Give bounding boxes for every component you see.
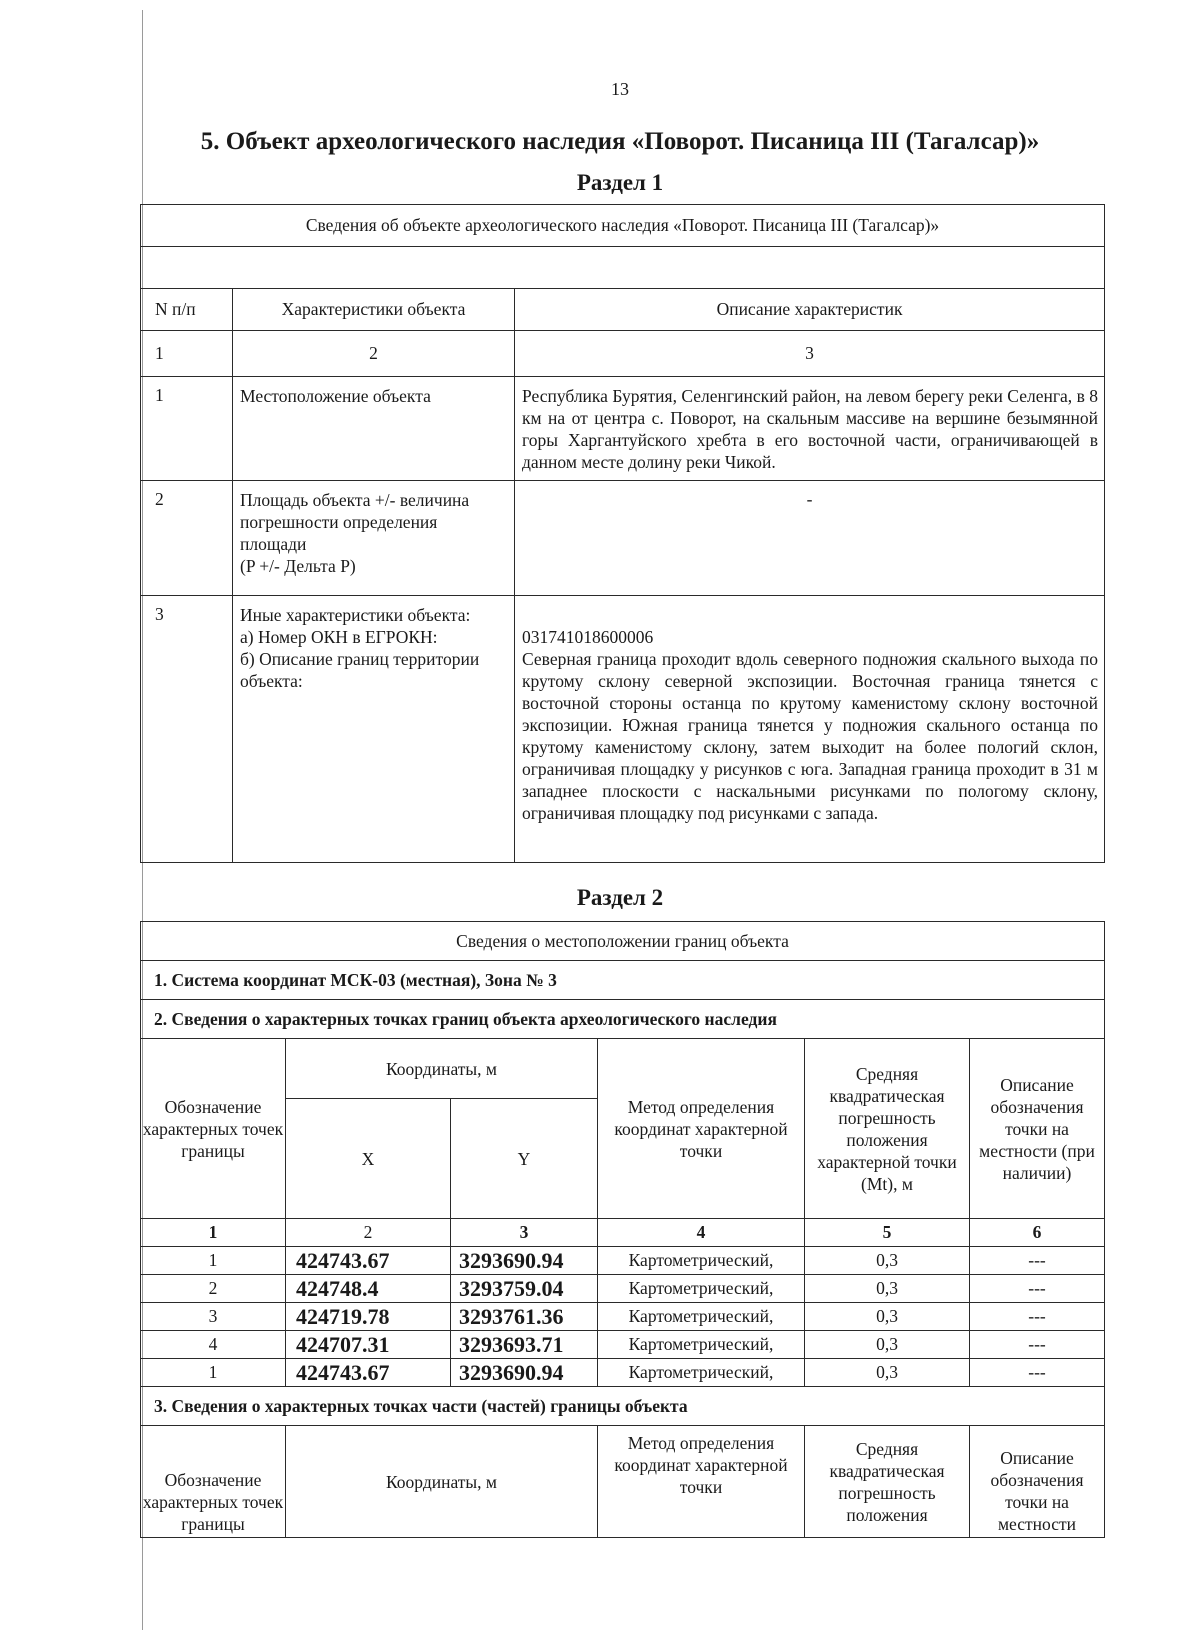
blank-row bbox=[141, 247, 1105, 289]
characteristic-line: б) Описание границ территории bbox=[240, 649, 480, 669]
parts-header-accuracy: Средняя квадратическая погрешность положения bbox=[805, 1426, 970, 1538]
header-accuracy: Средняя квадратическая погрешность положения характерной точки (Mt), м bbox=[805, 1039, 970, 1219]
column-number: 2 bbox=[286, 1219, 451, 1247]
column-number: 2 bbox=[233, 331, 515, 377]
header-method: Метод определения координат характерной точки bbox=[598, 1039, 805, 1219]
point-accuracy: 0,3 bbox=[805, 1275, 970, 1303]
column-number: 5 bbox=[805, 1219, 970, 1247]
characteristic-line: погрешности определения bbox=[240, 512, 438, 532]
point-id: 1 bbox=[141, 1359, 286, 1387]
table-row bbox=[141, 1359, 1105, 1387]
boundary-points-table bbox=[140, 921, 1105, 1538]
header-x: X bbox=[286, 1099, 451, 1219]
section-1-heading: Раздел 1 bbox=[576, 170, 664, 195]
point-description: --- bbox=[970, 1247, 1105, 1275]
point-x: 424707.31 bbox=[286, 1331, 451, 1359]
parts-header-method: Метод определения координат характерной точки bbox=[598, 1426, 805, 1538]
table-row bbox=[141, 596, 1105, 863]
point-method: Картометрический, bbox=[598, 1331, 805, 1359]
document-title: 5. Объект археологического наследия «Поворот. Писаница III (Тагалсар)» bbox=[200, 128, 1040, 155]
point-x: 424719.78 bbox=[286, 1303, 451, 1331]
point-y: 3293690.94 bbox=[451, 1359, 598, 1387]
characteristic-area bbox=[233, 481, 515, 596]
table-row bbox=[141, 481, 1105, 596]
point-x: 424743.67 bbox=[286, 1359, 451, 1387]
column-number: 3 bbox=[451, 1219, 598, 1247]
row-number: 2 bbox=[141, 481, 233, 596]
point-x: 424748.4 bbox=[286, 1275, 451, 1303]
column-header-description: Описание характеристик bbox=[515, 289, 1105, 331]
column-number: 3 bbox=[515, 331, 1105, 377]
characteristic-line: (P +/- Дельта P) bbox=[240, 556, 356, 576]
characteristic-line: а) Номер ОКН в ЕГРОКН: bbox=[240, 627, 438, 647]
header-point-description: Описание обозначения точки на местности (при наличии) bbox=[970, 1039, 1105, 1219]
column-header-number: N п/п bbox=[141, 289, 233, 331]
point-y: 3293761.36 bbox=[451, 1303, 598, 1331]
characteristic-line: объекта: bbox=[240, 671, 303, 691]
boundaries-table-title: Сведения о местоположении границ объекта bbox=[141, 922, 1105, 961]
boundary-description: Северная граница проходит вдоль северного подножия скального выхода по крутому склону северной экспозиции. Восточная граница тянется с восточной стороны останца по крутому каменистому склону восточной экспозиции. Южная граница тянется у подножия скального останца по крутому каменистому склону, затем выходит на более пологий склон, ограничивая площадку у рисунков с юга. Западная граница проходит в 31 м западнее плоскости с наскальными рисунками по пологому склону, ограничивая площадку под рисунками с запада. bbox=[522, 649, 1099, 823]
characteristic-line: Иные характеристики объекта: bbox=[240, 605, 471, 625]
parts-header-description: Описание обозначения точки на местности bbox=[970, 1426, 1105, 1538]
description-area: - bbox=[515, 481, 1105, 596]
header-point-label: Обозначение характерных точек границы bbox=[141, 1039, 286, 1219]
point-id: 1 bbox=[141, 1247, 286, 1275]
point-y: 3293693.71 bbox=[451, 1331, 598, 1359]
point-y: 3293759.04 bbox=[451, 1275, 598, 1303]
page-number: 13 bbox=[611, 79, 629, 99]
point-description: --- bbox=[970, 1275, 1105, 1303]
table-row bbox=[141, 1275, 1105, 1303]
column-number: 1 bbox=[141, 331, 233, 377]
point-method: Картометрический, bbox=[598, 1303, 805, 1331]
section-2-heading: Раздел 2 bbox=[576, 885, 664, 910]
column-header-characteristic: Характеристики объекта bbox=[233, 289, 515, 331]
point-method: Картометрический, bbox=[598, 1359, 805, 1387]
point-accuracy: 0,3 bbox=[805, 1331, 970, 1359]
header-y: Y bbox=[451, 1099, 598, 1219]
column-number: 4 bbox=[598, 1219, 805, 1247]
column-number: 6 bbox=[970, 1219, 1105, 1247]
point-id: 4 bbox=[141, 1331, 286, 1359]
row-number: 1 bbox=[141, 377, 233, 481]
table-row bbox=[141, 1303, 1105, 1331]
table-row bbox=[141, 1247, 1105, 1275]
object-info-table bbox=[140, 204, 1105, 863]
point-accuracy: 0,3 bbox=[805, 1303, 970, 1331]
point-description: --- bbox=[970, 1303, 1105, 1331]
point-id: 3 bbox=[141, 1303, 286, 1331]
point-method: Картометрический, bbox=[598, 1247, 805, 1275]
point-id: 2 bbox=[141, 1275, 286, 1303]
parts-section-title: 3. Сведения о характерных точках части (частей) границы объекта bbox=[141, 1387, 1105, 1426]
parts-header-point-label: Обозначение характерных точек границы bbox=[141, 1426, 286, 1538]
description-other bbox=[515, 596, 1105, 863]
characteristic-location: Местоположение объекта bbox=[233, 377, 515, 481]
header-coordinates: Координаты, м bbox=[286, 1039, 598, 1099]
point-accuracy: 0,3 bbox=[805, 1247, 970, 1275]
characteristic-other bbox=[233, 596, 515, 863]
point-x: 424743.67 bbox=[286, 1247, 451, 1275]
point-accuracy: 0,3 bbox=[805, 1359, 970, 1387]
point-description: --- bbox=[970, 1331, 1105, 1359]
column-number: 1 bbox=[141, 1219, 286, 1247]
coordinate-system: 1. Система координат МСК-03 (местная), Зона № 3 bbox=[141, 961, 1105, 1000]
points-section-title: 2. Сведения о характерных точках границ объекта археологического наследия bbox=[141, 1000, 1105, 1039]
point-method: Картометрический, bbox=[598, 1275, 805, 1303]
object-info-table-title: Сведения об объекте археологического наследия «Поворот. Писаница III (Тагалсар)» bbox=[141, 205, 1105, 247]
characteristic-line: Площадь объекта +/- величина bbox=[240, 490, 470, 510]
table-row bbox=[141, 1331, 1105, 1359]
row-number: 3 bbox=[141, 596, 233, 863]
parts-header-coordinates: Координаты, м bbox=[286, 1426, 598, 1538]
description-location: Республика Бурятия, Селенгинский район, на левом берегу реки Селенга, в 8 км на от центра с. Поворот, на скальным массиве на вершине безымянной горы Харгантуйского хребта в его восточной части, ограничивающей в данном месте долину реки Чикой. bbox=[515, 377, 1105, 481]
point-description: --- bbox=[970, 1359, 1105, 1387]
table-row bbox=[141, 377, 1105, 481]
okn-number: 031741018600006 bbox=[522, 627, 654, 647]
characteristic-line: площади bbox=[240, 534, 307, 554]
point-y: 3293690.94 bbox=[451, 1247, 598, 1275]
